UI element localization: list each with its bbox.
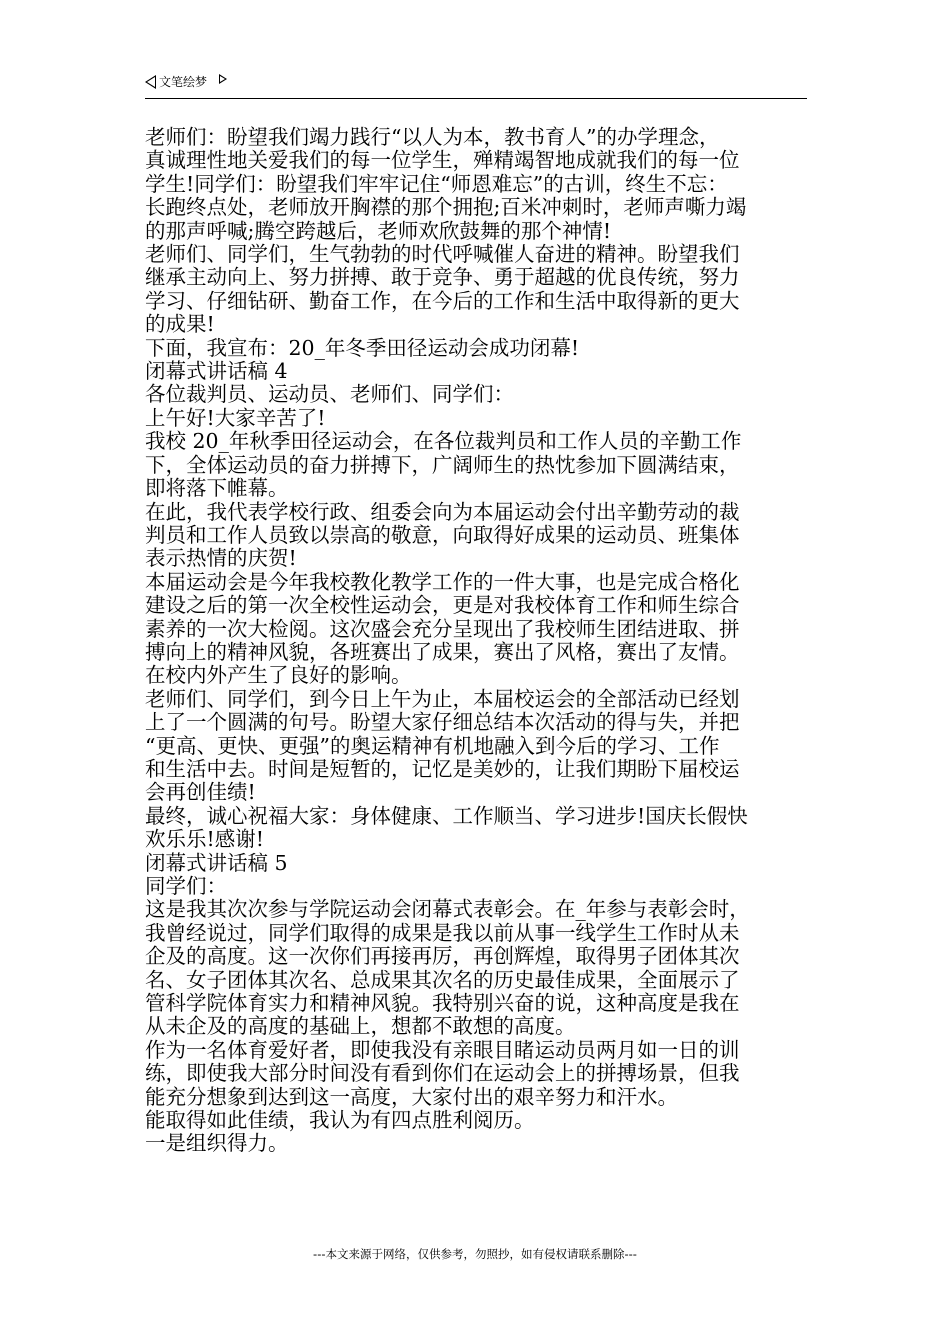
paragraph: 上午好!大家辛苦了! xyxy=(145,405,326,430)
paragraph: 最终，诚心祝福大家：身体健康、工作顺当、学习进步!国庆长假快 欢乐乐!感谢! xyxy=(145,803,748,852)
paragraph: 各位裁判员、运动员、老师们、同学们： xyxy=(145,382,514,407)
paragraph: 同学们： xyxy=(145,874,227,898)
triangle-right-outline-icon xyxy=(219,74,227,84)
paragraph: 一是组织得力。 xyxy=(145,1131,289,1156)
brand-text: 文笔绘梦 xyxy=(159,75,208,89)
paragraph: 下面，我宣布：20_年冬季田径运动会成功闭幕! xyxy=(145,335,580,360)
paragraph: 作为一名体育爱好者，即使我没有亲眼目睹运动员两月如一日的训 练，即使我大部分时间没有看到你们在运动会上的拼搏场景，但我 能充分想象到达到这一高度，大家付出的艰辛努力和汗水。 xyxy=(145,1037,740,1109)
document-body xyxy=(145,126,815,1156)
paragraph: 这是我其次次参与学院运动会闭幕式表彰会。在_年参与表彰会时， 我曾经说过，同学们取得的成果是我以前从事一线学生工作时从未 企及的高度。这一次你们再接再厉，再创辉煌，取得男子团体其次 名、女子团体其次名、总成果其次名的历史最佳成果，全面展示了 管科学院体育实力和精神风貌。我特别兴奋的说，这种高度是我在 从未企及的高度的基础上，想都不敢想的高度。 xyxy=(145,897,750,1039)
brand xyxy=(145,74,227,90)
paragraph: 我校 20_年秋季田径运动会，在各位裁判员和工作人员的辛勤工作 下，全体运动员的奋力拼搏下，广阔师生的热忱参加下圆满结束， 即将落下帷幕。 xyxy=(145,429,742,501)
page-header xyxy=(145,72,807,99)
section-heading: 闭幕式讲话稿 5 xyxy=(145,850,288,875)
triangle-left-outline-icon xyxy=(145,75,156,89)
paragraph: 本届运动会是今年我校教化教学工作的一件大事，也是完成合格化 建设之后的第一次全校性运动会，更是对我校体育工作和师生综合 素养的一次大检阅。这次盛会充分呈现出了我校师生团结进取、拼 搏向上的精神风貌，各班赛出了成果，赛出了风格，赛出了友情。 在校内外产生了良好的影响。 xyxy=(145,569,740,688)
paragraph: 老师们：盼望我们竭力践行“以人为本，教书育人”的办学理念， 真诚理性地关爱我们的每一位学生，殚精竭智地成就我们的每一位 学生!同学们：盼望我们牢牢记住“师恩难忘”的古训，终生不忘： 长跑终点处，老师放开胸襟的那个拥抱;百米冲刺时，老师声嘶力竭 的那声呼喊;腾空跨越后，老师欢欣鼓舞的那个神情! xyxy=(145,125,747,243)
paragraph: 在此，我代表学校行政、组委会向为本届运动会付出辛勤劳动的裁 判员和工作人员致以崇高的敬意，向取得好成果的运动员、班集体 表示热情的庆贺! xyxy=(145,499,740,571)
paragraph: 老师们、同学们，到今日上午为止，本届校运会的全部活动已经划 上了一个圆满的句号。盼望大家仔细总结本次活动的得与失，并把 “更高、更快、更强”的奥运精神有机地融入到今后的学习、工作 和生活中去。时间是短暂的，记忆是美妙的，让我们期盼下届校运 会再创佳绩! xyxy=(145,686,740,805)
paragraph: 能取得如此佳绩，我认为有四点胜利阅历。 xyxy=(145,1108,535,1133)
paragraph: 老师们、同学们，生气勃勃的时代呼喊催人奋进的精神。盼望我们 继承主动向上、努力拼搏、敢于竞争、勇于超越的优良传统，努力 学习、仔细钻研、勤奋工作，在今后的工作和生活中取得新的更大 的成果! xyxy=(145,242,740,337)
section-heading: 闭幕式讲话稿 4 xyxy=(145,359,288,384)
footer-notice: ---本文来源于网络，仅供参考，勿照抄，如有侵权请联系删除--- xyxy=(313,1247,637,1261)
